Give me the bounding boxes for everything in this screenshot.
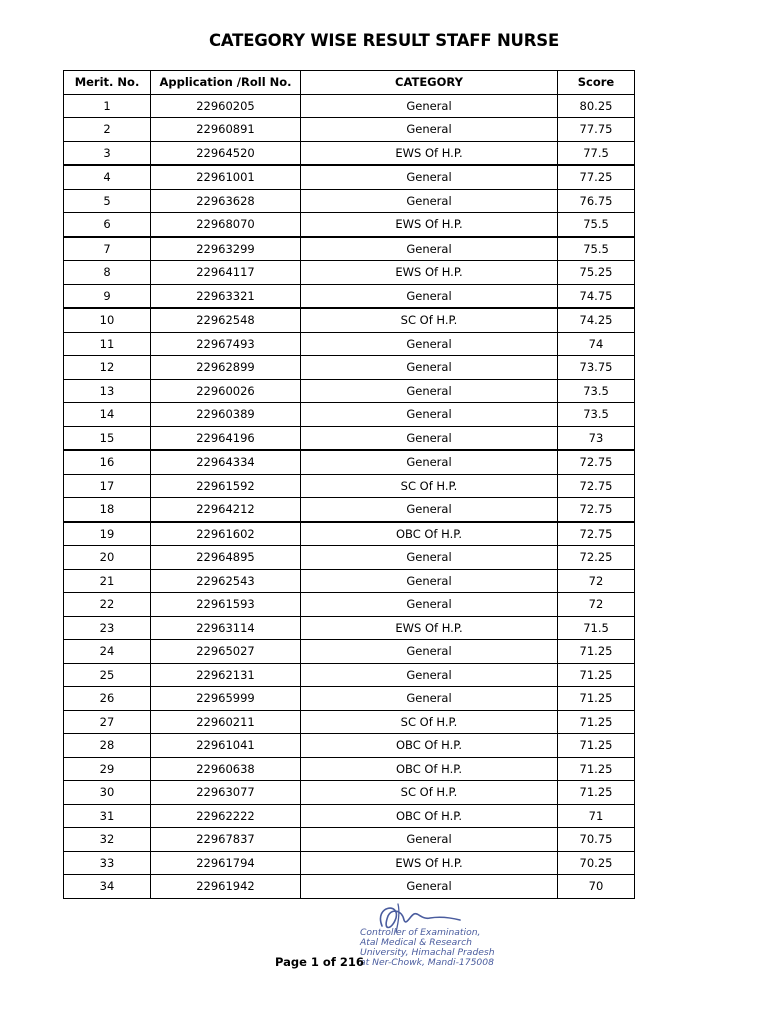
cell-merit-no: 20 bbox=[64, 546, 151, 570]
table-row bbox=[64, 213, 635, 237]
cell-merit-no: 27 bbox=[64, 710, 151, 734]
cell-roll-no: 22964895 bbox=[151, 546, 301, 570]
cell-score: 71.25 bbox=[558, 757, 635, 781]
cell-merit-no: 31 bbox=[64, 804, 151, 828]
cell-score: 80.25 bbox=[558, 94, 635, 118]
cell-category: General bbox=[301, 379, 558, 403]
table-row bbox=[64, 781, 635, 805]
cell-category: OBC Of H.P. bbox=[301, 757, 558, 781]
cell-score: 72.75 bbox=[558, 522, 635, 546]
cell-category: General bbox=[301, 189, 558, 213]
cell-roll-no: 22965027 bbox=[151, 640, 301, 664]
table-row bbox=[64, 757, 635, 781]
cell-merit-no: 10 bbox=[64, 308, 151, 332]
seal-line: Controller of Examination, bbox=[360, 927, 481, 938]
cell-roll-no: 22963299 bbox=[151, 237, 301, 261]
cell-merit-no: 19 bbox=[64, 522, 151, 546]
cell-roll-no: 22962548 bbox=[151, 308, 301, 332]
cell-category: General bbox=[301, 546, 558, 570]
cell-score: 71.25 bbox=[558, 640, 635, 664]
cell-score: 75.5 bbox=[558, 237, 635, 261]
cell-roll-no: 22962222 bbox=[151, 804, 301, 828]
cell-category: OBC Of H.P. bbox=[301, 804, 558, 828]
seal-line: University, Himachal Pradesh bbox=[360, 947, 495, 958]
cell-roll-no: 22964520 bbox=[151, 141, 301, 165]
cell-roll-no: 22960891 bbox=[151, 118, 301, 142]
cell-merit-no: 12 bbox=[64, 356, 151, 380]
cell-merit-no: 32 bbox=[64, 828, 151, 852]
table-row bbox=[64, 804, 635, 828]
cell-category: General bbox=[301, 663, 558, 687]
cell-merit-no: 5 bbox=[64, 189, 151, 213]
cell-roll-no: 22961001 bbox=[151, 165, 301, 189]
page-number: Page 1 of 216 bbox=[275, 955, 364, 969]
cell-category: General bbox=[301, 426, 558, 450]
cell-roll-no: 22961041 bbox=[151, 734, 301, 758]
table-row bbox=[64, 546, 635, 570]
header-score: Score bbox=[558, 71, 635, 95]
cell-score: 72.75 bbox=[558, 498, 635, 522]
table-row bbox=[64, 710, 635, 734]
cell-category: General bbox=[301, 284, 558, 308]
table-row bbox=[64, 379, 635, 403]
cell-merit-no: 15 bbox=[64, 426, 151, 450]
cell-category: EWS Of H.P. bbox=[301, 213, 558, 237]
seal-line: at Ner-Chowk, Mandi-175008 bbox=[360, 957, 494, 968]
cell-merit-no: 13 bbox=[64, 379, 151, 403]
cell-category: General bbox=[301, 498, 558, 522]
cell-score: 70.25 bbox=[558, 851, 635, 875]
cell-score: 73.5 bbox=[558, 403, 635, 427]
table-row bbox=[64, 569, 635, 593]
table-header-row bbox=[64, 71, 635, 95]
cell-category: SC Of H.P. bbox=[301, 474, 558, 498]
table-row bbox=[64, 640, 635, 664]
cell-roll-no: 22963628 bbox=[151, 189, 301, 213]
cell-category: EWS Of H.P. bbox=[301, 141, 558, 165]
cell-category: EWS Of H.P. bbox=[301, 261, 558, 285]
cell-score: 73 bbox=[558, 426, 635, 450]
cell-merit-no: 23 bbox=[64, 616, 151, 640]
header-category: CATEGORY bbox=[301, 71, 558, 95]
cell-merit-no: 29 bbox=[64, 757, 151, 781]
table-row bbox=[64, 875, 635, 899]
cell-roll-no: 22961794 bbox=[151, 851, 301, 875]
cell-category: General bbox=[301, 237, 558, 261]
cell-merit-no: 22 bbox=[64, 593, 151, 617]
cell-category: General bbox=[301, 640, 558, 664]
cell-category: General bbox=[301, 165, 558, 189]
table-row bbox=[64, 308, 635, 332]
cell-score: 76.75 bbox=[558, 189, 635, 213]
cell-merit-no: 24 bbox=[64, 640, 151, 664]
cell-roll-no: 22960026 bbox=[151, 379, 301, 403]
cell-roll-no: 22960211 bbox=[151, 710, 301, 734]
cell-roll-no: 22964212 bbox=[151, 498, 301, 522]
cell-score: 71.25 bbox=[558, 781, 635, 805]
cell-score: 75.25 bbox=[558, 261, 635, 285]
cell-score: 70 bbox=[558, 875, 635, 899]
cell-roll-no: 22960389 bbox=[151, 403, 301, 427]
table-row bbox=[64, 498, 635, 522]
cell-roll-no: 22963321 bbox=[151, 284, 301, 308]
cell-merit-no: 1 bbox=[64, 94, 151, 118]
table-row bbox=[64, 332, 635, 356]
table-row bbox=[64, 426, 635, 450]
cell-roll-no: 22967837 bbox=[151, 828, 301, 852]
cell-roll-no: 22961942 bbox=[151, 875, 301, 899]
cell-score: 71.25 bbox=[558, 663, 635, 687]
cell-score: 73.5 bbox=[558, 379, 635, 403]
cell-merit-no: 9 bbox=[64, 284, 151, 308]
cell-category: General bbox=[301, 94, 558, 118]
cell-merit-no: 18 bbox=[64, 498, 151, 522]
cell-roll-no: 22961602 bbox=[151, 522, 301, 546]
cell-merit-no: 2 bbox=[64, 118, 151, 142]
cell-merit-no: 21 bbox=[64, 569, 151, 593]
table-row bbox=[64, 593, 635, 617]
cell-roll-no: 22965999 bbox=[151, 687, 301, 711]
cell-score: 72.75 bbox=[558, 474, 635, 498]
cell-score: 71.25 bbox=[558, 710, 635, 734]
cell-score: 71.25 bbox=[558, 734, 635, 758]
result-table bbox=[63, 70, 635, 899]
table-row bbox=[64, 663, 635, 687]
cell-category: EWS Of H.P. bbox=[301, 616, 558, 640]
cell-score: 75.5 bbox=[558, 213, 635, 237]
cell-roll-no: 22967493 bbox=[151, 332, 301, 356]
cell-category: General bbox=[301, 569, 558, 593]
table-row bbox=[64, 851, 635, 875]
cell-score: 72 bbox=[558, 569, 635, 593]
cell-roll-no: 22963114 bbox=[151, 616, 301, 640]
table-row bbox=[64, 118, 635, 142]
table-row bbox=[64, 450, 635, 474]
cell-score: 73.75 bbox=[558, 356, 635, 380]
cell-merit-no: 30 bbox=[64, 781, 151, 805]
cell-score: 74.25 bbox=[558, 308, 635, 332]
header-roll-no: Application /Roll No. bbox=[151, 71, 301, 95]
table-row bbox=[64, 356, 635, 380]
cell-category: General bbox=[301, 593, 558, 617]
cell-merit-no: 16 bbox=[64, 450, 151, 474]
cell-category: General bbox=[301, 450, 558, 474]
header-merit-no: Merit. No. bbox=[64, 71, 151, 95]
cell-category: General bbox=[301, 875, 558, 899]
cell-merit-no: 11 bbox=[64, 332, 151, 356]
table-row bbox=[64, 94, 635, 118]
cell-merit-no: 3 bbox=[64, 141, 151, 165]
cell-category: General bbox=[301, 687, 558, 711]
cell-category: SC Of H.P. bbox=[301, 781, 558, 805]
cell-merit-no: 14 bbox=[64, 403, 151, 427]
cell-category: General bbox=[301, 828, 558, 852]
table-row bbox=[64, 261, 635, 285]
cell-roll-no: 22960205 bbox=[151, 94, 301, 118]
seal-line: Atal Medical & Research bbox=[360, 937, 472, 948]
seal-text bbox=[360, 928, 500, 968]
cell-score: 77.75 bbox=[558, 118, 635, 142]
cell-category: OBC Of H.P. bbox=[301, 522, 558, 546]
cell-category: General bbox=[301, 118, 558, 142]
cell-merit-no: 26 bbox=[64, 687, 151, 711]
cell-merit-no: 4 bbox=[64, 165, 151, 189]
cell-roll-no: 22964196 bbox=[151, 426, 301, 450]
table-row bbox=[64, 189, 635, 213]
page-title: CATEGORY WISE RESULT STAFF NURSE bbox=[208, 31, 560, 50]
cell-score: 70.75 bbox=[558, 828, 635, 852]
cell-score: 72.25 bbox=[558, 546, 635, 570]
table-row bbox=[64, 616, 635, 640]
cell-score: 71 bbox=[558, 804, 635, 828]
cell-merit-no: 33 bbox=[64, 851, 151, 875]
cell-roll-no: 22963077 bbox=[151, 781, 301, 805]
cell-merit-no: 34 bbox=[64, 875, 151, 899]
cell-score: 72 bbox=[558, 593, 635, 617]
cell-score: 77.25 bbox=[558, 165, 635, 189]
cell-category: SC Of H.P. bbox=[301, 710, 558, 734]
cell-score: 71.25 bbox=[558, 687, 635, 711]
table-row bbox=[64, 284, 635, 308]
cell-roll-no: 22964334 bbox=[151, 450, 301, 474]
table-row bbox=[64, 165, 635, 189]
cell-roll-no: 22962131 bbox=[151, 663, 301, 687]
table-row bbox=[64, 522, 635, 546]
table-row bbox=[64, 237, 635, 261]
cell-score: 77.5 bbox=[558, 141, 635, 165]
cell-roll-no: 22960638 bbox=[151, 757, 301, 781]
cell-merit-no: 8 bbox=[64, 261, 151, 285]
table-row bbox=[64, 141, 635, 165]
cell-category: General bbox=[301, 356, 558, 380]
cell-merit-no: 7 bbox=[64, 237, 151, 261]
cell-roll-no: 22962899 bbox=[151, 356, 301, 380]
cell-roll-no: 22961592 bbox=[151, 474, 301, 498]
cell-score: 71.5 bbox=[558, 616, 635, 640]
cell-category: General bbox=[301, 332, 558, 356]
table-row bbox=[64, 734, 635, 758]
table-row bbox=[64, 687, 635, 711]
cell-roll-no: 22962543 bbox=[151, 569, 301, 593]
cell-roll-no: 22968070 bbox=[151, 213, 301, 237]
cell-score: 72.75 bbox=[558, 450, 635, 474]
cell-score: 74.75 bbox=[558, 284, 635, 308]
cell-category: EWS Of H.P. bbox=[301, 851, 558, 875]
cell-roll-no: 22961593 bbox=[151, 593, 301, 617]
table-row bbox=[64, 474, 635, 498]
cell-category: SC Of H.P. bbox=[301, 308, 558, 332]
cell-merit-no: 17 bbox=[64, 474, 151, 498]
cell-merit-no: 25 bbox=[64, 663, 151, 687]
cell-category: OBC Of H.P. bbox=[301, 734, 558, 758]
cell-score: 74 bbox=[558, 332, 635, 356]
table-row bbox=[64, 828, 635, 852]
cell-merit-no: 28 bbox=[64, 734, 151, 758]
table-row bbox=[64, 403, 635, 427]
cell-merit-no: 6 bbox=[64, 213, 151, 237]
cell-roll-no: 22964117 bbox=[151, 261, 301, 285]
cell-category: General bbox=[301, 403, 558, 427]
